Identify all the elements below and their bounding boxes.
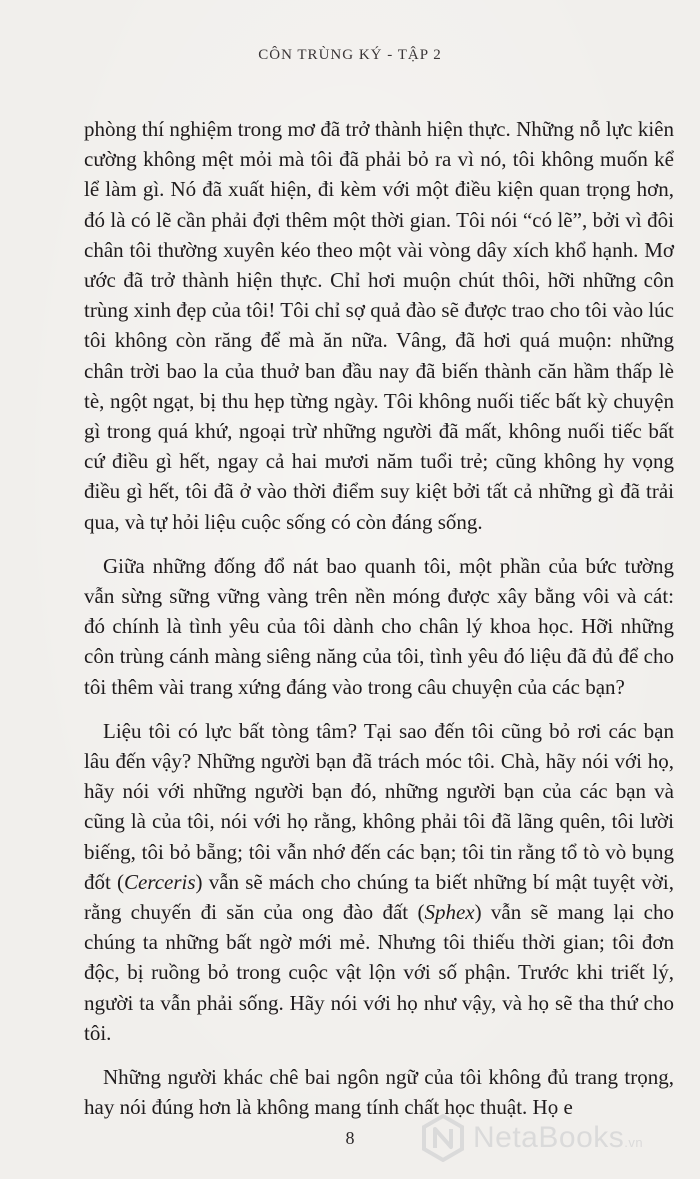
genus-sphex: Sphex [424,900,475,925]
paragraph-3-part-a: Liệu tôi có lực bất tòng tâm? Tại sao đến tôi cũng bỏ rơi các bạn lâu đến vậy? Những người bạn đã trách móc tôi. Chà, hãy nói với họ, hãy nói với những người bạn đó, những người bạn của các bạn và cũng là của tôi, nói với họ rằng, không phải tôi đã lãng quên, tôi lười biếng, tôi bỏ bẵng; tôi vẫn nhớ đến các bạn; tôi tin rằng tổ tò vò bụng đốt ( [84,718,674,894]
watermark-brand-name: NetaBooks [473,1121,625,1154]
netabooks-n-hexagon-icon [421,1114,465,1162]
paragraph-3 [84,716,674,1048]
paragraph-3-part-c: ) vẫn sẽ mang lại cho chúng ta những bất ngờ mới mẻ. Nhưng tôi thiếu thời gian; tôi đơn độc, bị ruồng bỏ trong cuộc vật lộn với số phận. Trước khi triết lý, người ta vẫn phải sống. Hãy nói với họ như vậy, và họ sẽ tha thứ cho tôi. [84,900,674,1045]
watermark-brand [473,1121,643,1155]
paragraph-1: phòng thí nghiệm trong mơ đã trở thành hiện thực. Những nỗ lực kiên cường không mệt mỏi mà tôi đã phải bỏ ra vì nó, tôi không muốn kể lể làm gì. Nó đã xuất hiện, đi kèm với một điều kiện quan trọng hơn, đó là có lẽ cần phải đợi thêm một thời gian. Tôi nói “có lẽ”, bởi vì đôi chân tôi thường xuyên kéo theo một vài vòng dây xích khổ hạnh. Mơ ước đã trở thành hiện thực. Chỉ hơi muộn chút thôi, hỡi những côn trùng xinh đẹp của tôi! Tôi chỉ sợ quả đào sẽ được trao cho tôi vào lúc tôi không còn răng để mà ăn nữa. Vâng, đã hơi quá muộn: những chân trời bao la của thuở ban đầu nay đã biến thành căn hầm thấp lè tè, ngột ngạt, bị thu hẹp từng ngày. Tôi không nuối tiếc bất kỳ chuyện gì trong quá khứ, ngoại trừ những người đã mất, không nuối tiếc bất cứ điều gì hết, ngay cả hai mươi năm tuổi trẻ; cũng không hy vọng điều gì hết, tôi đã ở vào thời điểm suy kiệt bởi tất cả những gì đã trải qua, và tự hỏi liệu cuộc sống có còn đáng sống. [84,117,674,534]
genus-cerceris: Cerceris [124,869,196,894]
running-title: CÔN TRÙNG KÝ - TẬP 2 [258,47,442,63]
netabooks-watermark [421,1112,643,1164]
paragraph-4: Những người khác chê bai ngôn ngữ của tôi không đủ trang trọng, hay nói đúng hơn là không mang tính chất học thuật. Họ e [84,1065,674,1120]
watermark-suffix: .vn [624,1135,644,1150]
page-number: 8 [345,1128,355,1148]
paragraph-2: Giữa những đống đổ nát bao quanh tôi, một phần của bức tường vẫn sừng sững vững vàng trên nền móng được xây bằng vôi và cát: đó chính là tình yêu của tôi dành cho chân lý khoa học. Hỡi những côn trùng cánh màng siêng năng của tôi, tình yêu đó liệu đã đủ để cho tôi thêm vài trang xứng đáng vào trong câu chuyện của các bạn? [84,553,674,699]
paragraph-3-part-b: ) vẫn sẽ mách cho chúng ta biết những bí mật tuyệt vời, rằng chuyến đi săn của ong đào đất ( [84,869,674,925]
page-body-text [84,114,674,1123]
